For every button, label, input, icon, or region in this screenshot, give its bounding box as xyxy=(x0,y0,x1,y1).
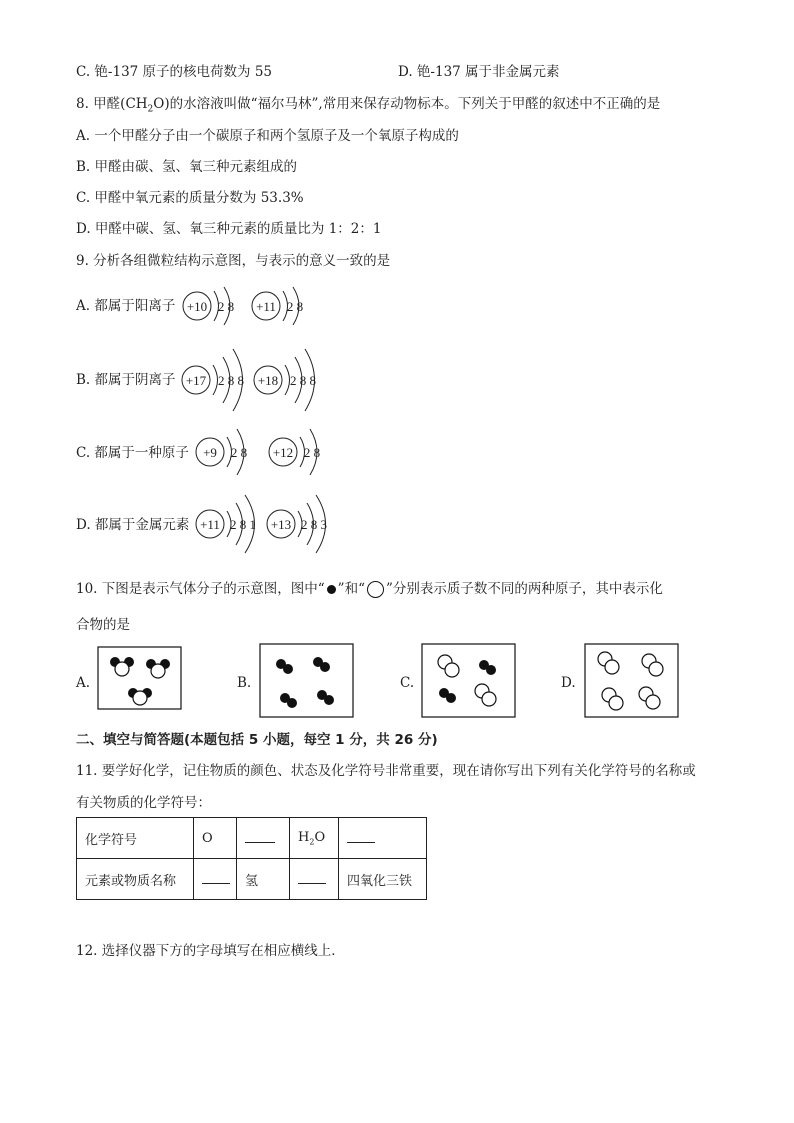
nucleus-b2: +18 xyxy=(257,373,279,388)
nucleus-d2: +13 xyxy=(270,517,292,532)
cell-name-hydrogen: 氢 xyxy=(237,859,290,900)
row-header-symbol: 化学符号 xyxy=(77,818,194,859)
answer-blank[interactable] xyxy=(339,818,427,859)
answer-blank-line xyxy=(202,871,230,884)
nucleus-a1: +10 xyxy=(186,299,208,314)
q8-option-b: B. 甲醛由碳、氢、氧三种元素组成的 xyxy=(76,159,298,175)
nucleus-c1: +9 xyxy=(203,445,217,460)
molecule-box-d xyxy=(585,644,678,717)
answer-blank[interactable] xyxy=(290,859,339,900)
shells-d1: 2 8 1 xyxy=(230,517,256,532)
cell-symbol-h2o: $H_2O$ xyxy=(290,818,339,859)
q10-option-a-label: A. xyxy=(76,675,91,691)
answer-blank-line xyxy=(298,871,326,884)
row-header-name: 元素或物质名称 xyxy=(77,859,194,900)
shells-c1: 2 8 xyxy=(230,445,248,460)
q8-option-a: A. 一个甲醛分子由一个碳原子和两个氢原子及一个氧原子构成的 xyxy=(76,128,459,144)
shells-b1: 2 8 8 xyxy=(218,373,244,388)
solid-atom-icon xyxy=(327,585,336,594)
q10-option-c-label: C. xyxy=(400,675,415,691)
molecule-box-c xyxy=(422,644,515,717)
shells-b2: 2 8 8 xyxy=(290,373,316,388)
answer-blank-line xyxy=(347,830,375,843)
q10-option-b-label: B. xyxy=(237,675,252,691)
table-row xyxy=(77,818,427,859)
shells-a2: 2 8 xyxy=(286,299,304,314)
shells-a1: 2 8 xyxy=(217,299,235,314)
q8-option-d: D. 甲醛中碳、氢、氧三种元素的质量比为 1：2：1 xyxy=(76,221,382,237)
q9-option-a-label: A. 都属于阳离子 xyxy=(76,298,176,314)
shells-c2: 2 8 xyxy=(303,445,321,460)
molecule-box-b xyxy=(260,644,353,717)
q8-option-c: C. 甲醛中氧元素的质量分数为 53.3% xyxy=(76,190,304,206)
section-2-title: 二、填空与简答题(本题包括 5 小题，每空 1 分，共 26 分) xyxy=(76,732,438,748)
q9-option-d-label: D. 都属于金属元素 xyxy=(76,517,190,533)
molecule-diagrams xyxy=(0,640,794,730)
q12-stem: 12. 选择仪器下方的字母填写在相应横线上． xyxy=(76,943,345,959)
q7-option-c: C. 铯-137 原子的核电荷数为 55 xyxy=(76,64,273,80)
hollow-atom-icon xyxy=(367,581,384,598)
q11-table xyxy=(76,817,427,900)
q11-stem-line1: 11. 要学好化学，记住物质的颜色、状态及化学符号非常重要，现在请你写出下列有关化学符号的名称或 xyxy=(76,763,696,779)
cell-symbol-o: O xyxy=(194,818,237,859)
nucleus-a2: +11 xyxy=(256,299,276,314)
q7-option-d: D. 铯-137 属于非金属元素 xyxy=(398,64,560,80)
answer-blank[interactable] xyxy=(237,818,290,859)
q10-stem-line1: 10. 下图是表示气体分子的示意图，图中“ ”和“ ”分别表示质子数不同的两种原子，其中表示化 xyxy=(76,581,663,597)
answer-blank[interactable] xyxy=(194,859,237,900)
q9-option-b-label: B. 都属于阴离子 xyxy=(76,372,176,388)
q10-option-d-label: D. xyxy=(561,675,576,691)
q8-stem: 8. 甲醛$(CH_2O)$的水溶液叫做“福尔马林”,常用来保存动物标本。下列关于甲醛的叙述中不正确的是 xyxy=(76,96,661,115)
shells-d2: 2 8 3 xyxy=(301,517,327,532)
nucleus-c2: +12 xyxy=(272,445,294,460)
cell-name-fe3o4: 四氧化三铁 xyxy=(339,859,427,900)
q9-option-c-label: C. 都属于一种原子 xyxy=(76,445,189,461)
answer-blank-line xyxy=(245,830,275,843)
nucleus-b1: +17 xyxy=(185,373,207,388)
atom-diagrams xyxy=(0,0,794,560)
molecule-box-a xyxy=(98,647,181,709)
q11-stem-line2: 有关物质的化学符号： xyxy=(76,795,211,811)
q10-stem-line2: 合物的是 xyxy=(76,617,130,633)
table-row xyxy=(77,859,427,900)
q9-stem: 9. 分析各组微粒结构示意图，与表示的意义一致的是 xyxy=(76,253,391,269)
nucleus-d1: +11 xyxy=(200,517,220,532)
